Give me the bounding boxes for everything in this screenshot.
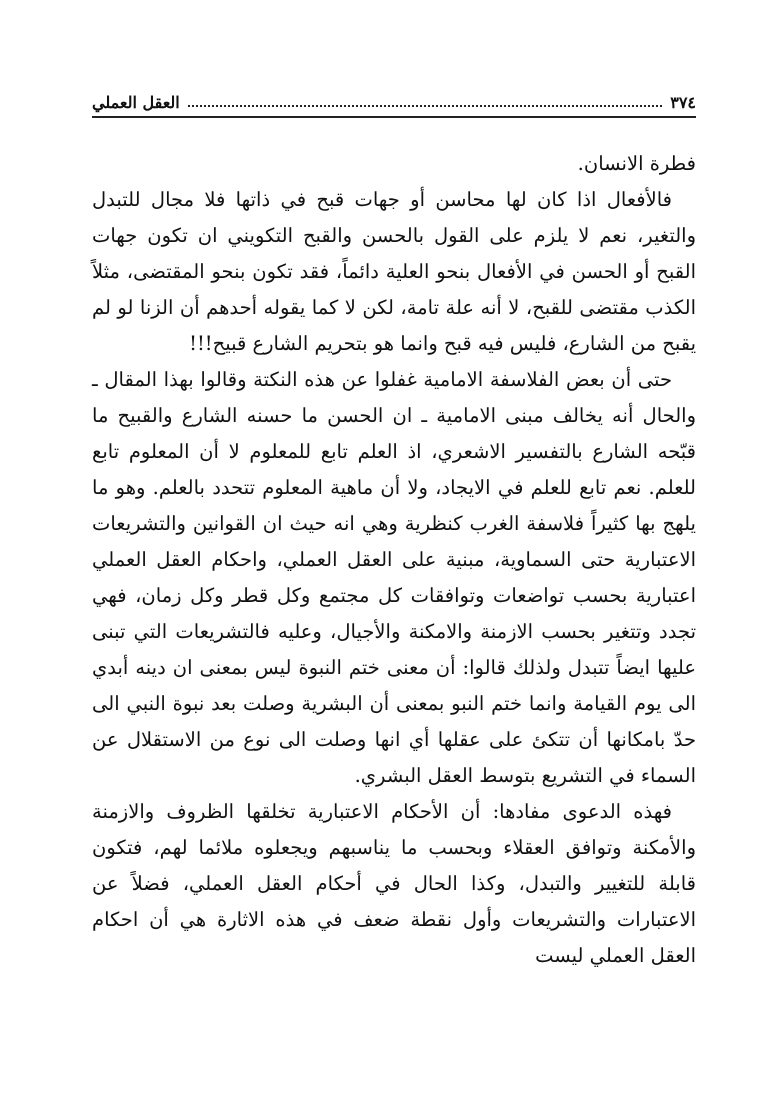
chapter-title: العقل العملي	[92, 93, 180, 112]
paragraph: فطرة الانسان.	[577, 152, 696, 175]
paragraph: فالأفعال اذا كان لها محاسن أو جهات قبح في ذاتها فلا مجال للتبدل والتغير، نعم لا يلزم على القول بالحسن والقبح التكويني ان تكون جهات القبح أو الحسن في الأفعال بنحو العلية دائماً، فقد تكون بنحو المقتضى، مثلاً الكذب مقتضى للقبح، لا أنه علة تامة، لكن لا كما يقوله أحدهم أن الزنا لو لم يقبح من الشارع، فليس فيه قبح وانما هو بتحريم الشارع قبيح!!!	[92, 188, 696, 355]
header-rule	[92, 116, 696, 118]
paragraph: فهذه الدعوى مفادها: أن الأحكام الاعتبارية تخلقها الظروف والازمنة والأمكنة وتوافق العقلاء وبحسب ما يناسبهم ويجعلوه ملائما لهم، فتكون قابلة للتغيير والتبدل، وكذا الحال في أحكام العقل العملي، فضلاً عن الاعتبارات والتشريعات وأول نقطة ضعف في هذه الاثارة هي أن احكام العقل العملي ليست	[92, 800, 696, 967]
paragraph: حتى أن بعض الفلاسفة الامامية غفلوا عن هذه النكتة وقالوا بهذا المقال ـ والحال أنه يخالف مبنى الامامية ـ ان الحسن ما حسنه الشارع والقبيح ما قبّحه الشارع بالتفسير الاشعري، اذ العلم تابع للمعلوم لا أن المعلوم تابع للعلم. نعم تابع للعلم في الايجاد، ولا أن ماهية المعلوم تتحدد بالعلم. وهو ما يلهج بها كثيراً فلاسفة الغرب كنظرية وهي انه حيث ان القوانين والتشريعات الاعتبارية حتى السماوية، مبنية على العقل العملي، واحكام العقل العملي اعتبارية بحسب تواضعات وتوافقات كل مجتمع وكل قطر وكل زمان، فهي تجدد وتتغير بحسب الازمنة والامكنة والأجيال، وعليه فالتشريعات التي تبنى عليها ايضاً تتبدل ولذلك قالوا: أن معنى ختم النبوة ليس بمعنى ان دينه أبدي الى يوم القيامة وانما ختم النبو بمعنى أن البشرية وصلت بعد نبوة النبي الى حدّ بامكانها أن تتكئ على عقلها أي انها وصلت الى نوع من الاستقلال عن السماء في التشريع بتوسط العقل البشري.	[92, 368, 696, 787]
dotted-leader	[188, 105, 662, 107]
body-text	[92, 146, 696, 974]
running-header	[92, 88, 696, 112]
page-number: ٣٧٤	[670, 93, 696, 112]
